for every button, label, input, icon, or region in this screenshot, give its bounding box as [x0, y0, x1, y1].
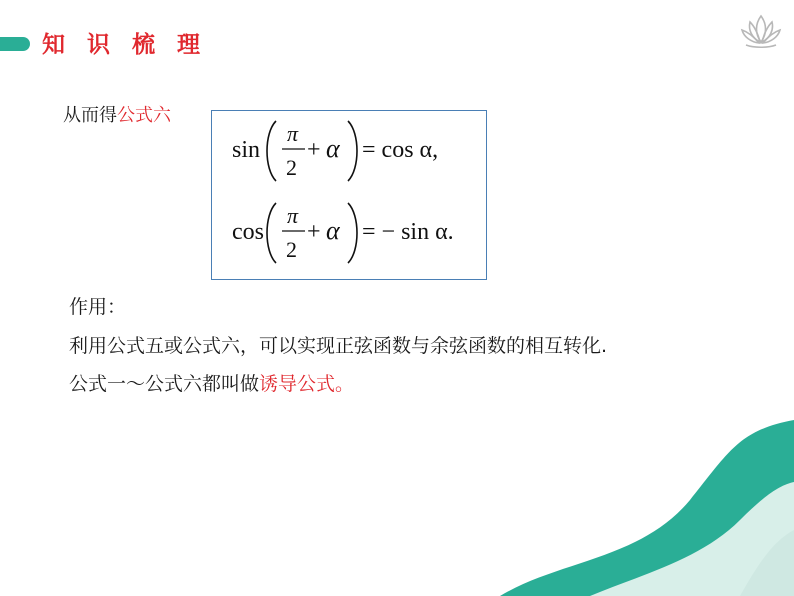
body-line-1: 利用公式五或公式六，可以实现正弦函数与余弦函数的相互转化.: [69, 335, 608, 357]
formula-2-left-paren: [267, 203, 276, 263]
formula-line-2: [232, 203, 454, 263]
formula-1-rhs: = cos α,: [362, 137, 439, 163]
formula-2-func: cos: [232, 219, 264, 245]
formula-2-rhs: = − sin α.: [362, 219, 454, 245]
body-line-2-suffix: 。: [335, 373, 355, 395]
formula-2-denominator: 2: [286, 237, 297, 262]
body-line-2-prefix: 公式一～公式六都叫做: [69, 373, 260, 395]
formula-line-1: [232, 121, 438, 181]
formula-1-left-paren: [267, 121, 276, 181]
lotus-logo-icon: [738, 10, 784, 50]
formula-1-numerator: π: [287, 121, 299, 146]
formula-2-plus: +: [307, 219, 321, 245]
intro-highlight: 公式六: [117, 105, 171, 126]
formula-1-right-paren: [348, 121, 357, 181]
section-title: 知 识 梳 理: [42, 32, 208, 58]
role-label: 作用：: [69, 296, 127, 318]
formula-1-plus: +: [307, 137, 321, 163]
formula-2-right-paren: [348, 203, 357, 263]
formula-1-denominator: 2: [286, 155, 297, 180]
formula-2-numerator: π: [287, 203, 299, 228]
header-accent-bar: [0, 37, 30, 51]
formula-box: [211, 110, 487, 280]
body-line-2-highlight: 诱导公式: [259, 373, 336, 395]
intro-text: [63, 104, 171, 128]
formula-2-alpha: α: [326, 216, 340, 245]
body-line-2: [69, 371, 354, 397]
intro-prefix: 从而得: [63, 105, 117, 126]
formula-1-alpha: α: [326, 134, 340, 163]
formula-1-func: sin: [232, 137, 261, 163]
